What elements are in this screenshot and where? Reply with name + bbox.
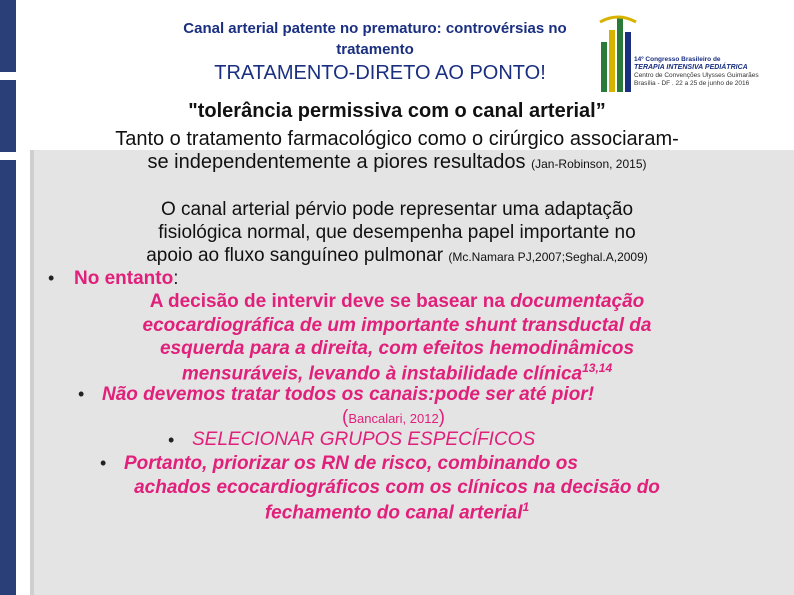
bullet-marker: •	[48, 268, 55, 288]
para-line3	[0, 245, 794, 267]
bullet-no-entanto-colon: :	[173, 268, 179, 289]
bancalari-ref-close: )	[438, 407, 445, 428]
portanto-line3-text: fechamento do canal arterial	[264, 502, 523, 524]
congress-logo-mark	[598, 12, 638, 98]
congress-logo	[598, 8, 772, 104]
slide-title: Canal arterial patente no prematuro: controvérsias no	[183, 20, 567, 37]
decision-line4-sup: 13,14	[582, 361, 613, 375]
portanto-line3-sup: 1	[522, 500, 530, 514]
bancalari-ref-open: (	[342, 407, 349, 428]
quote-heading: "tolerância permissiva com o canal arterial”	[188, 100, 606, 122]
quote-reference: (Jan-Robinson, 2015)	[531, 157, 647, 171]
decision-line2: ecocardiográfica de um importante shunt transductal da	[142, 315, 652, 336]
slide-title-line2: tratamento	[336, 41, 414, 58]
bullet-no-entanto-label: No entanto	[74, 268, 174, 289]
bullet-nao-tratar: Não devemos tratar todos os canais:pode ser até pior!	[102, 384, 595, 405]
quote-line1: Tanto o tratamento farmacológico como o cirúrgico associaram-	[115, 128, 679, 150]
slide-subtitle: TRATAMENTO-DIRETO AO PONTO!	[214, 62, 546, 84]
logo-line1: 14º Congresso Brasileiro de	[634, 56, 721, 63]
bullet-selecionar: SELECIONAR GRUPOS ESPECÍFICOS	[192, 429, 536, 450]
bullet-no-entanto	[74, 268, 179, 290]
bullet-marker: •	[78, 384, 85, 404]
bullet-marker: •	[168, 430, 175, 450]
decision-line1	[0, 291, 794, 313]
bancalari-ref-text: Bancalari, 2012	[348, 411, 439, 426]
para-line1: O canal arterial pérvio pode representar uma adaptação	[160, 199, 634, 220]
bancalari-reference	[342, 407, 445, 429]
para-line3-text: apoio ao fluxo sanguíneo pulmonar	[146, 245, 444, 266]
decision-line4-text: mensuráveis, levando à instabilidade clínica	[181, 363, 583, 385]
para-reference: (Mc.Namara PJ,2007;Seghal.A,2009)	[448, 250, 648, 264]
decision-line4	[0, 361, 794, 385]
decision-line1-text: A decisão de intervir deve se basear na	[149, 291, 505, 312]
portanto-line2: achados ecocardiográficos com os clínicos na decisão do	[134, 477, 660, 498]
congress-logo-text	[634, 56, 772, 88]
quote-line2-text: se independentemente a piores resultados	[147, 151, 526, 173]
quote-line2	[0, 151, 794, 174]
portanto-line3	[0, 500, 794, 524]
decor-stripe	[0, 0, 16, 72]
decision-line1-em: documentação	[510, 291, 645, 312]
bullet-portanto: Portanto, priorizar os RN de risco, combinando os	[124, 453, 578, 474]
logo-line4: Brasília - DF . 22 a 25 de junho de 2016	[634, 80, 750, 87]
decision-line3: esquerda para a direita, com efeitos hemodinâmicos	[159, 338, 635, 359]
para-line2: fisiológica normal, que desempenha papel importante no	[158, 222, 636, 243]
logo-line2: TERAPIA INTENSIVA PEDIÁTRICA	[634, 64, 748, 71]
bullet-marker: •	[100, 453, 107, 473]
logo-line3: Centro de Convenções Ulysses Guimarães	[634, 72, 759, 79]
